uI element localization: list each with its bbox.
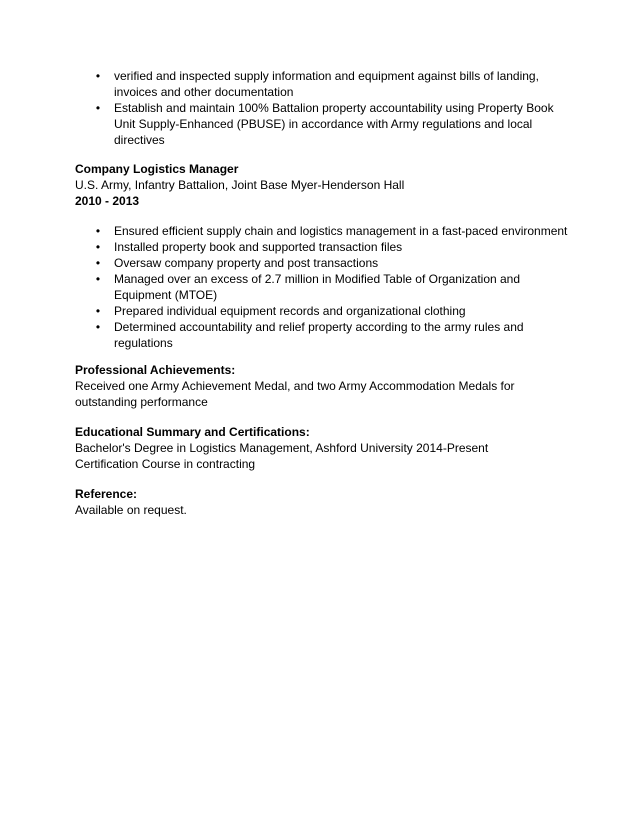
bullet-icon: • xyxy=(95,224,101,238)
education-heading: Educational Summary and Certifications: xyxy=(75,425,310,439)
achievements-heading: Professional Achievements: xyxy=(75,363,236,377)
job-employer: U.S. Army, Infantry Battalion, Joint Base Myer-Henderson Hall xyxy=(75,178,405,192)
education-certification: Certification Course in contracting xyxy=(75,457,256,471)
list-item xyxy=(75,303,578,319)
list-item xyxy=(75,271,578,303)
job-title: Company Logistics Manager xyxy=(75,162,239,176)
bullet-text: Managed over an excess of 2.7 million in Modified Table of Organization and Equipment (MTOE) xyxy=(114,272,521,302)
bullet-text: Ensured efficient supply chain and logistics management in a fast-paced environment xyxy=(114,224,568,238)
education-degree: Bachelor's Degree in Logistics Management, Ashford University 2014-Present xyxy=(75,441,489,455)
reference-heading: Reference: xyxy=(75,487,138,501)
bullet-text: Prepared individual equipment records and organizational clothing xyxy=(114,304,466,318)
achievements-section xyxy=(75,362,578,410)
reference-section xyxy=(75,486,578,518)
bullet-text: Determined accountability and relief property according to the army rules and regulations xyxy=(114,320,524,350)
achievements-text: Received one Army Achievement Medal, and two Army Accommodation Medals for outstanding performance xyxy=(75,379,515,409)
bullet-icon: • xyxy=(95,240,101,254)
bullet-icon: • xyxy=(95,69,101,83)
bullet-icon: • xyxy=(95,320,101,334)
bullet-text: Establish and maintain 100% Battalion property accountability using Property Book Unit Supply-Enhanced (PBUSE) in accordance with Army regulations and local directives xyxy=(114,101,554,147)
bullet-icon: • xyxy=(95,304,101,318)
list-item xyxy=(75,319,578,351)
job-dates: 2010 - 2013 xyxy=(75,194,140,208)
list-item xyxy=(75,68,578,100)
bullet-text: Installed property book and supported transaction files xyxy=(114,240,403,254)
bullet-text: verified and inspected supply information and equipment against bills of landing, invoices and other documentation xyxy=(114,69,539,99)
list-item xyxy=(75,223,578,239)
bullet-icon: • xyxy=(95,256,101,270)
bullet-icon: • xyxy=(95,101,101,115)
job-section xyxy=(75,161,578,209)
list-item xyxy=(75,239,578,255)
education-section xyxy=(75,424,578,472)
previous-role-bullet-list xyxy=(75,68,578,148)
bullet-icon: • xyxy=(95,272,101,286)
list-item xyxy=(75,100,578,148)
list-item xyxy=(75,255,578,271)
reference-text: Available on request. xyxy=(75,503,187,517)
job-bullet-list xyxy=(75,223,578,351)
bullet-text: Oversaw company property and post transactions xyxy=(114,256,379,270)
